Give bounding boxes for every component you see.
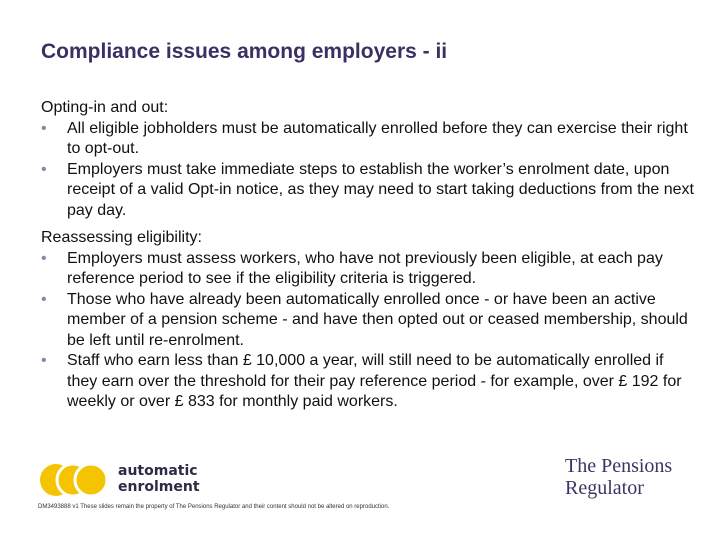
bullet-item: • Employers must assess workers, who have not previously been eligible, at each pay reference period to see if the eligibility criteria is triggered. bbox=[41, 249, 696, 290]
yellow-circles-icon bbox=[38, 460, 118, 500]
bullet-list-reassessing bbox=[41, 249, 696, 413]
slide-title: Compliance issues among employers - ii bbox=[41, 40, 448, 63]
ae-logo-line2: enrolment bbox=[118, 479, 200, 495]
section-heading-opting: Opting-in and out: bbox=[41, 99, 169, 116]
automatic-enrolment-logo bbox=[38, 460, 198, 500]
pensions-regulator-logo bbox=[565, 455, 672, 499]
tpr-logo-line2: Regulator bbox=[565, 477, 644, 499]
bullet-item: • Staff who earn less than £ 10,000 a year, will still need to be automatically enrolled if they earn over the threshold for their pay reference period - for example, over £ 192 for weekly or over £ 833 for monthly paid workers. bbox=[41, 351, 696, 413]
section-heading-reassessing: Reassessing eligibility: bbox=[41, 229, 202, 246]
tpr-logo-line1: The Pensions bbox=[565, 455, 673, 477]
footnote: DM3493888 v1 These slides remain the property of The Pensions Regulator and their content should not be altered on reproduction. bbox=[38, 504, 390, 510]
bullet-item: • Employers must take immediate steps to establish the worker’s enrolment date, upon receipt of a valid Opt-in notice, as they may need to start taking deductions from the next pay day. bbox=[41, 160, 696, 222]
bullet-item: • All eligible jobholders must be automatically enrolled before they can exercise their right to opt-out. bbox=[41, 119, 696, 160]
bullet-item: • Those who have already been automatically enrolled once - or have been an active member of a pension scheme - and have then opted out or ceased membership, should be left until re-enrolment. bbox=[41, 290, 696, 352]
ae-logo-line1: automatic bbox=[118, 463, 198, 479]
bullet-list-opting bbox=[41, 119, 696, 222]
slide-body bbox=[41, 98, 696, 413]
